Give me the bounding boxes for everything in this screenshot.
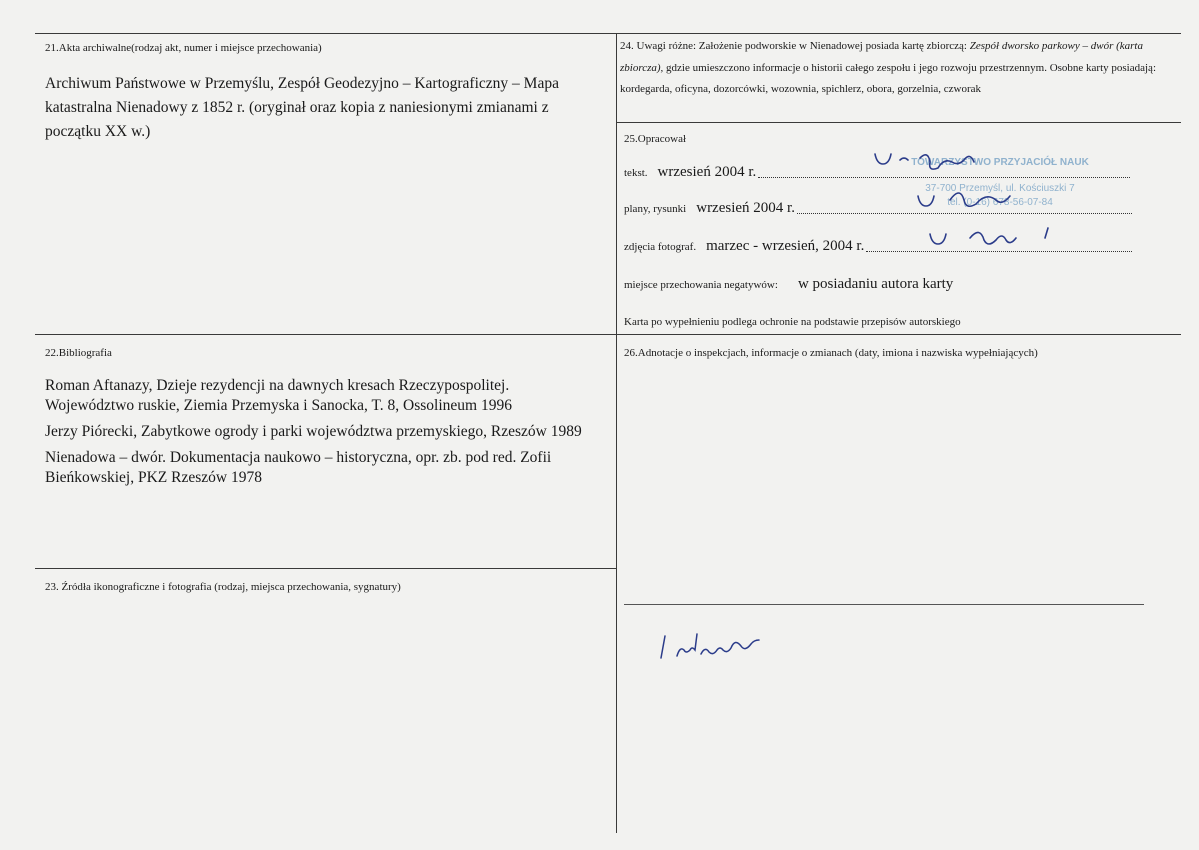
section-26-label: 26.Adnotacje o inspekcjach, informacje o zmianach (daty, imiona i nazwiska wypełniających) [624, 347, 1038, 359]
stamp-line-2: 37-700 Przemyśl, ul. Kościuszki 7 [925, 183, 1075, 194]
bibliography-list [45, 376, 590, 494]
field-negatywy [624, 276, 953, 293]
bibliography-entry: Roman Aftanazy, Dzieje rezydencji na dawnych kresach Rzeczypospolitej. Województwo ruskie, Ziemia Przemyska i Sanocka, T. 8, Ossolineum 1996 [45, 377, 512, 414]
section-21-label: 21.Akta archiwalne(rodzaj akt, numer i miejsce przechowania) [45, 42, 322, 54]
divider-row-2 [35, 334, 1181, 335]
field-zdjecia-value: marzec - wrzesień, 2004 r. [706, 238, 865, 254]
divider-24-25 [616, 122, 1181, 123]
field-plany-label: plany, rysunki [624, 203, 687, 215]
field-negatywy-value: w posiadaniu autora karty [797, 276, 954, 292]
section-22-label: 22.Bibliografia [45, 347, 112, 359]
stamp-line-1: TOWARZYSTWO PRZYJACIÓŁ NAUK [911, 157, 1089, 168]
section-24-text [620, 36, 1158, 122]
section-25-label: 25.Opracował [624, 133, 687, 145]
copyright-note: Karta po wypełnieniu podlega ochronie na podstawie przepisów autorskiego [624, 316, 961, 328]
section-23-label: 23. Źródła ikonograficzne i fotografia (rodzaj, miejsca przechowania, sygnatury) [45, 581, 401, 593]
stamp-line-3: tel. (0-16) 678-56-07-84 [947, 197, 1053, 208]
field-tekst-value: wrzesień 2004 r. [657, 164, 757, 180]
field-zdjecia-label: zdjęcia fotograf. [624, 241, 697, 253]
divider-22-23 [35, 568, 616, 569]
field-plany-value: wrzesień 2004 r. [696, 200, 795, 216]
handwritten-attachment-note [655, 630, 785, 662]
top-border [35, 33, 1181, 34]
divider-26-bottom [624, 604, 1144, 605]
center-divider [616, 33, 617, 833]
bibliography-entry: Nienadowa – dwór. Dokumentacja naukowo – historyczna, opr. zb. pod red. Zofii Bieńkowskiej, PKZ Rzeszów 1978 [45, 449, 552, 486]
section-24-lead: 24. Uwagi różne: Założenie podworskie w Nienadowej posiada kartę zbiorczą: [620, 40, 970, 52]
field-tekst-label: tekst. [624, 167, 648, 179]
section-24-rest: gdzie umieszczono informacje o historii całego zespołu i jego rozwoju przestrzennym. Osobne karty posiadają: kordegarda, oficyna, dozorcówki, wozownia, spichlerz, obora, gorzelnia, czworak [620, 61, 1156, 95]
bibliography-entry: Jerzy Piórecki, Zabytkowe ogrody i parki województwa przemyskiego, Rzeszów 1989 [45, 423, 582, 440]
section-24-italic: Zespół dworsko parkowy – dwór (karta zbiorcza), [620, 40, 1143, 74]
field-negatywy-label: miejsce przechowania negatywów: [624, 279, 778, 291]
section-21-text: Archiwum Państwowe w Przemyślu, Zespół Geodezyjno – Kartograficzny – Mapa katastralna Nienadowy z 1852 r. (oryginał oraz kopia z naniesionymi zmianami z początku XX w.) [45, 75, 559, 140]
signature-scribble [860, 148, 1120, 258]
